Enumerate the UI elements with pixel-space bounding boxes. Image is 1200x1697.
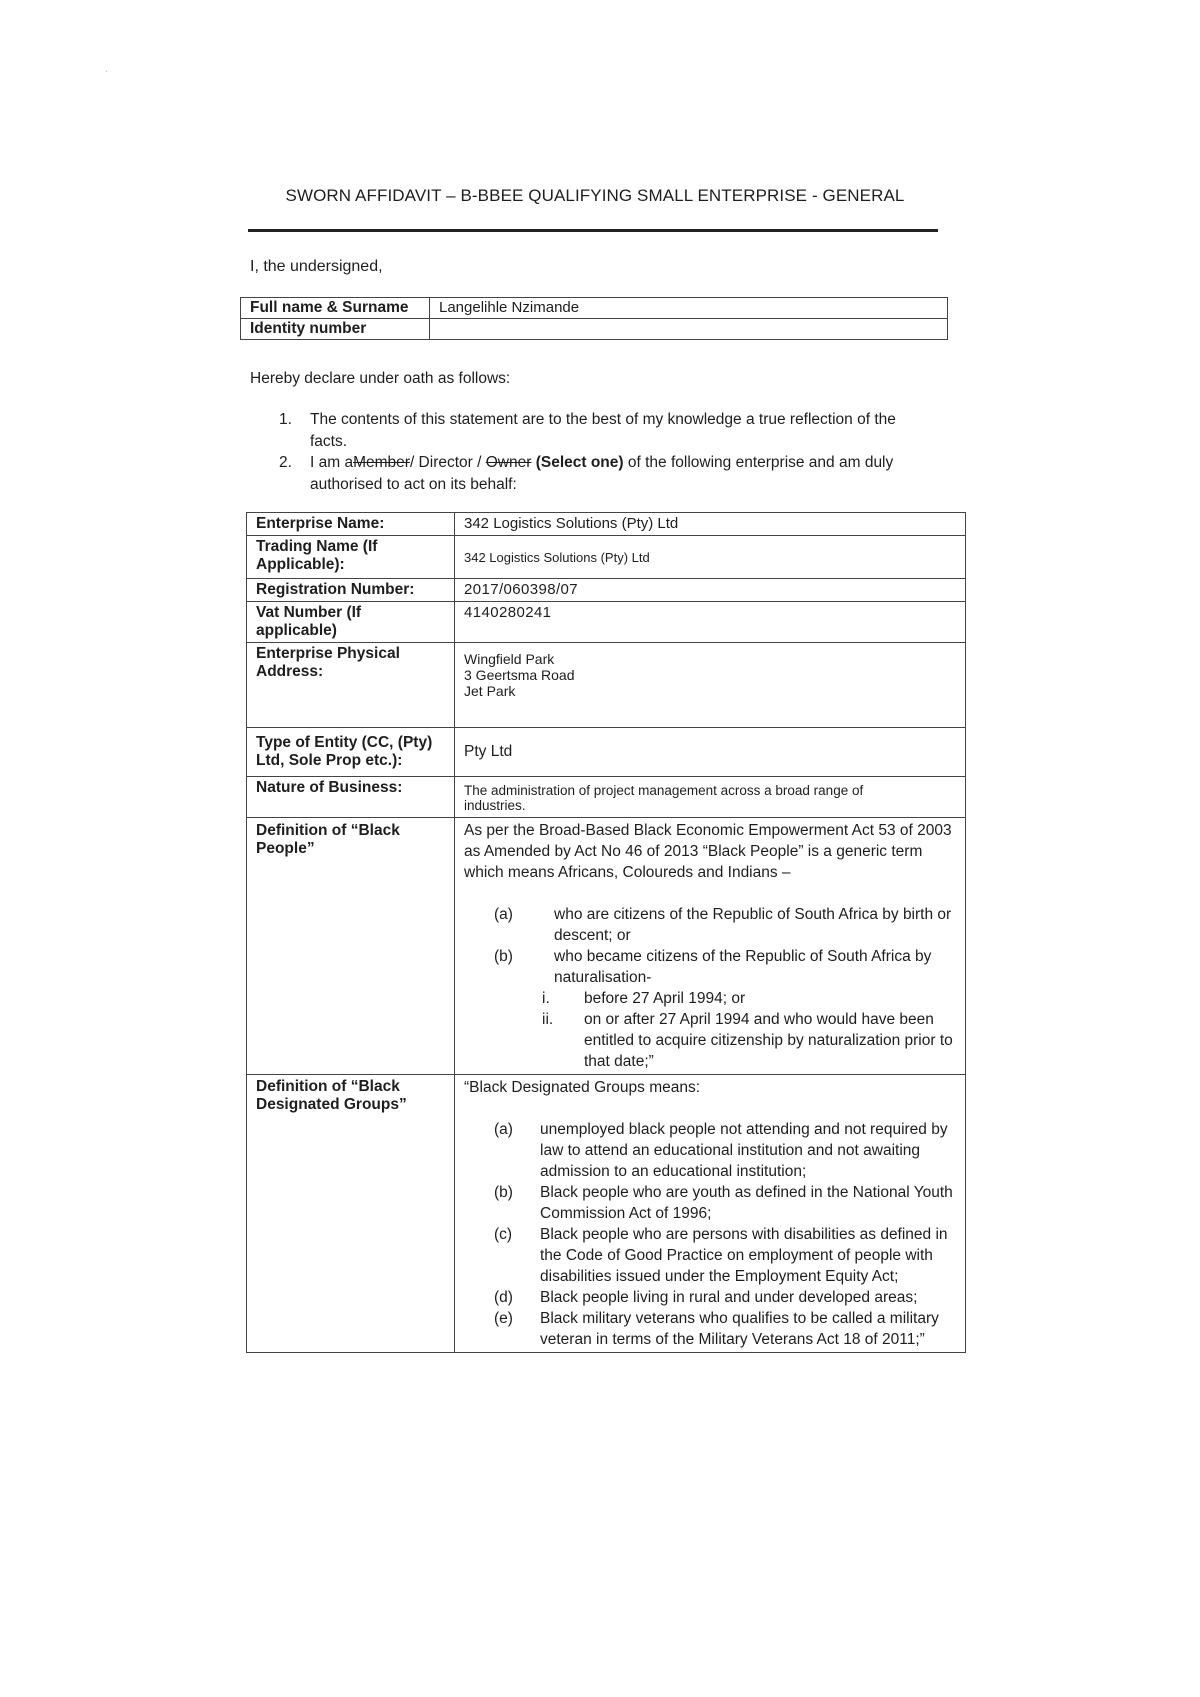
statement-number: 1. [279,411,292,428]
table-row [247,602,966,643]
physical-address-value [455,643,966,728]
statement-suffix: of the following enterprise and am duly authorised to act on its behalf: [310,454,894,493]
item-text: Black people who are persons with disabilities as defined in the Code of Good Practice on employment of people with disabilities issued under the Employment Equity Act; [540,1226,948,1285]
full-name-label: Full name & Surname [241,298,430,319]
table-row [247,643,966,728]
enterprise-name-label: Enterprise Name: [247,513,455,536]
select-one-note: (Select one) [535,454,624,471]
item-text: Black people who are youth as defined in the National Youth Commission Act of 1996; [540,1184,953,1222]
vat-number-value: 4140280241 [455,602,966,643]
statement-separator: / Director / [409,454,482,471]
trading-name-label: Trading Name (If Applicable): [247,536,455,579]
trading-name-value: 342 Logistics Solutions (Pty) Ltd [455,536,966,579]
definition-item [494,904,956,946]
scan-speck: ˎ [105,62,108,72]
definition-item [494,946,956,988]
table-row [247,513,966,536]
item-marker: (a) [494,906,513,923]
table-row [247,728,966,777]
statement-text: The contents of this statement are to the best of my knowledge a true reflection of the facts. [310,411,896,450]
item-marker: (d) [494,1289,513,1306]
registration-number-label: Registration Number: [247,579,455,602]
registration-number-value: 2017/060398/07 [455,579,966,602]
statement-2 [279,452,919,500]
definition-item [494,1224,956,1287]
black-people-intro: As per the Broad-Based Black Economic Empowerment Act 53 of 2003 as Amended by Act No 46 of 2013 “Black People” is a generic term which means Africans, Coloureds and Indians – [464,822,952,881]
identity-number-value [430,319,948,340]
designated-groups-intro: “Black Designated Groups means: [464,1079,701,1096]
address-line: Jet Park [464,683,516,699]
table-row [247,818,966,1075]
item-marker: (c) [494,1226,513,1243]
statement-prefix: I am a [310,454,354,471]
struck-option-owner: Owner [485,454,532,471]
nature-of-business-label: Nature of Business: [247,777,455,818]
item-marker: (a) [494,1121,513,1138]
title-rule [248,229,938,232]
item-marker: (e) [494,1310,513,1327]
table-row [247,777,966,818]
address-line: 3 Geertsma Road [464,667,575,683]
definition-item [494,1182,956,1224]
address-line: Wingfield Park [464,651,555,667]
struck-option-member: Member [353,454,410,471]
item-text: Black people living in rural and under developed areas; [540,1289,918,1306]
physical-address-label: Enterprise Physical Address: [247,643,455,728]
table-row [247,536,966,579]
item-marker: (b) [494,948,513,965]
vat-number-label: Vat Number (If applicable) [247,602,455,643]
full-name-value: Langelihle Nzimande [430,298,948,319]
entity-type-value: Pty Ltd [455,728,966,777]
designated-groups-label: Definition of “Black Designated Groups” [247,1075,455,1353]
declare-text: Hereby declare under oath as follows: [250,370,511,387]
enterprise-table [246,512,966,1353]
item-text: Black military veterans who qualifies to be called a military veteran in terms of the Military Veterans Act 18 of 2011;” [540,1310,939,1348]
item-marker: (b) [494,1184,513,1201]
definition-subitem [542,988,956,1009]
item-text: who became citizens of the Republic of South Africa by naturalisation- [554,948,932,986]
item-marker: i. [542,990,550,1007]
definition-item [494,1308,956,1350]
document-title: SWORN AFFIDAVIT – B-BBEE QUALIFYING SMALL ENTERPRISE - GENERAL [285,186,905,205]
item-text: on or after 27 April 1994 and who would have been entitled to acquire citizenship by naturalization prior to that date;” [584,1011,953,1070]
definition-subitem [542,1009,956,1072]
item-text: before 27 April 1994; or [584,990,746,1007]
enterprise-name-value: 342 Logistics Solutions (Pty) Ltd [455,513,966,536]
designated-groups-definition [455,1075,966,1353]
black-people-definition [455,818,966,1075]
item-text: who are citizens of the Republic of South Africa by birth or descent; or [554,906,952,944]
black-people-label: Definition of “Black People” [247,818,455,1075]
identity-table [240,297,948,340]
identity-number-label: Identity number [241,319,430,340]
entity-type-label: Type of Entity (CC, (Pty) Ltd, Sole Prop etc.): [247,728,455,777]
item-text: unemployed black people not attending and not required by law to attend an educational institution and not awaiting admission to an educational institution; [540,1121,948,1180]
statement-text [310,452,910,496]
intro-text: I, the undersigned, [250,258,383,275]
table-row [247,579,966,602]
definition-item [494,1119,956,1182]
table-row [241,298,948,319]
statement-1 [279,409,919,450]
item-marker: ii. [542,1011,554,1028]
definition-item [494,1287,956,1308]
nature-of-business-value: The administration of project management across a broad range of industries. [455,777,966,818]
table-row [241,319,948,340]
table-row [247,1075,966,1353]
statement-number: 2. [279,454,292,471]
